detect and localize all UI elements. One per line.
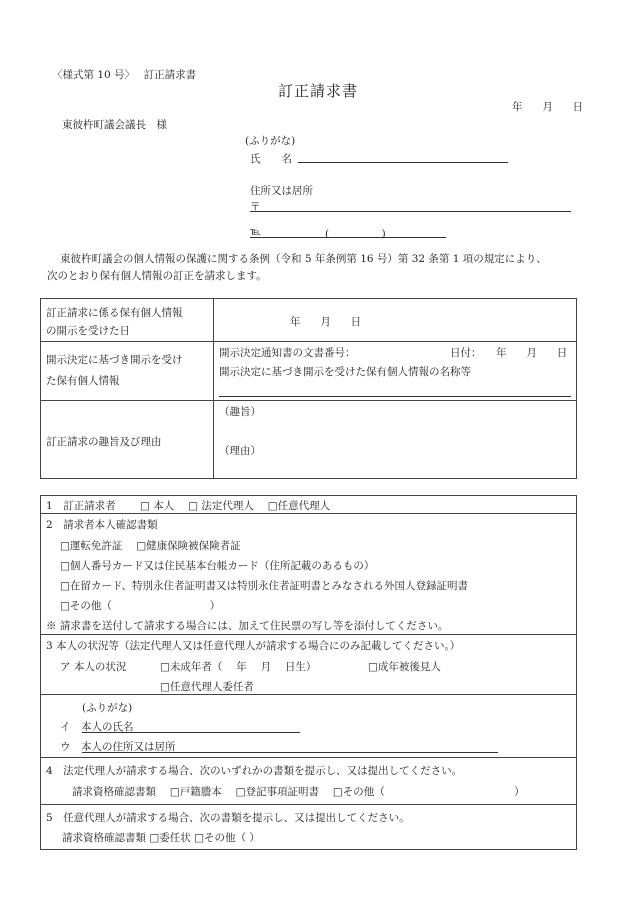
id-docs-title: 2 請求者本人確認書類 <box>46 519 158 531</box>
addressee: 東彼杵町議会議長 様 <box>62 119 167 131</box>
requester-table-sep-2 <box>40 634 577 635</box>
voluntary-rep-title: 5 任意代理人が請求する場合、次の書類を提示し、又は提出してください。 <box>46 812 410 824</box>
id-docs-option-1[interactable]: □運転免許証 □健康保険被保険者証 <box>60 540 241 552</box>
reason-label: 訂正請求の趣旨及び理由 <box>46 436 162 448</box>
notice-doc-number-label: 開示決定通知書の文書番号： <box>219 347 356 359</box>
document-title: 訂正請求書 <box>278 82 359 100</box>
mail-note: ※ 請求書を送付して請求する場合には、加えて住民票の写し等を添付してください。 <box>46 620 449 632</box>
requester-table-sep-3 <box>40 694 577 695</box>
requester-table-sep-4 <box>40 757 577 758</box>
principal-address-line[interactable] <box>82 752 498 753</box>
disclosed-info-label-1: 開示決定に基づき開示を受け <box>46 354 183 366</box>
requester-table-sep-5 <box>40 804 577 805</box>
requester-table-sep-1 <box>40 513 577 514</box>
legal-rep-title: 4 法定代理人が請求する場合、次のいずれかの書類を提示し、又は提出してください。 <box>46 765 463 777</box>
applicant-name-line[interactable] <box>298 162 508 163</box>
disclosed-date-label-2: の開示を受けた日 <box>46 325 130 337</box>
applicant-furigana-label: (ふりがな) <box>245 135 296 147</box>
disclosed-date-value[interactable]: 年 月 日 <box>290 316 362 328</box>
notice-date-label: 日付： 年 月 日 <box>450 347 568 359</box>
intro-line-2: 次のとおり保有個人情報の訂正を請求します。 <box>47 270 267 282</box>
principal-status-label: ア 本人の状況 <box>60 661 127 673</box>
id-docs-option-other[interactable]: □その他（ ） <box>60 600 221 612</box>
disclosed-info-name-line[interactable] <box>219 396 571 397</box>
adult-ward-checkbox[interactable]: □成年被後見人 <box>368 661 441 673</box>
principal-name-label: イ 本人の氏名 <box>60 721 134 733</box>
document-date: 年 月 日 <box>512 101 584 113</box>
postal-mark: 〒 <box>250 201 261 213</box>
purpose-label: （趣旨） <box>219 406 261 418</box>
disclosed-date-label-1: 訂正請求に係る保有個人情報 <box>46 307 183 319</box>
legal-rep-docs-checkboxes[interactable]: 請求資格確認書類 □戸籍謄本 □登記事項証明書 □その他（ ） <box>72 786 525 798</box>
applicant-name-label: 氏 名 <box>250 153 292 165</box>
delegator-checkbox[interactable]: □任意代理人委任者 <box>160 681 254 693</box>
requester-type-checkboxes[interactable]: 1 訂正請求者 □ 本人 □ 法定代理人 □任意代理人 <box>46 500 331 512</box>
form-number: 〈様式第 10 号〉 訂正請求書 <box>52 69 197 81</box>
id-docs-option-2[interactable]: □個人番号カード又は住民基本台帳カード（住所記載のあるもの） <box>60 560 375 572</box>
tel-icon: ℡ <box>250 226 262 238</box>
minor-checkbox[interactable]: □未成年者（ 年 月 日生） <box>160 661 317 673</box>
applicant-address-label: 住所又は居所 <box>250 185 313 197</box>
intro-line-1: 東彼杵町議会の個人情報の保護に関する条例（令和 5 年条例第 16 号）第 32 条第 1 項の規定により、 <box>60 253 547 265</box>
reason-field-label: （理由） <box>219 445 261 457</box>
tel-area-paren: ( ) <box>325 228 386 240</box>
request-table-divider <box>213 298 214 479</box>
request-table-row-sep-2 <box>40 400 577 401</box>
id-docs-option-3[interactable]: □在留カード、特別永住者証明書又は特別永住者証明書とみなされる外国人登録証明書 <box>60 580 468 592</box>
principal-address-label: ウ 本人の住所又は居所 <box>60 741 176 753</box>
principal-furigana-label: (ふりがな) <box>82 702 133 714</box>
applicant-address-line[interactable] <box>250 211 571 212</box>
disclosed-info-label-2: た保有個人情報 <box>46 375 120 387</box>
applicant-tel-line[interactable] <box>250 237 446 238</box>
voluntary-rep-docs-checkboxes[interactable]: 請求資格確認書類 □委任状 □その他（ ） <box>62 832 260 844</box>
request-table-row-sep-1 <box>40 341 577 342</box>
disclosed-info-name-label: 開示決定に基づき開示を受けた保有個人情報の名称等 <box>219 366 471 378</box>
principal-status-title: 3 本人の状況等（法定代理人又は任意代理人が請求する場合にのみ記載してください。） <box>46 640 461 652</box>
principal-name-line[interactable] <box>82 732 300 733</box>
